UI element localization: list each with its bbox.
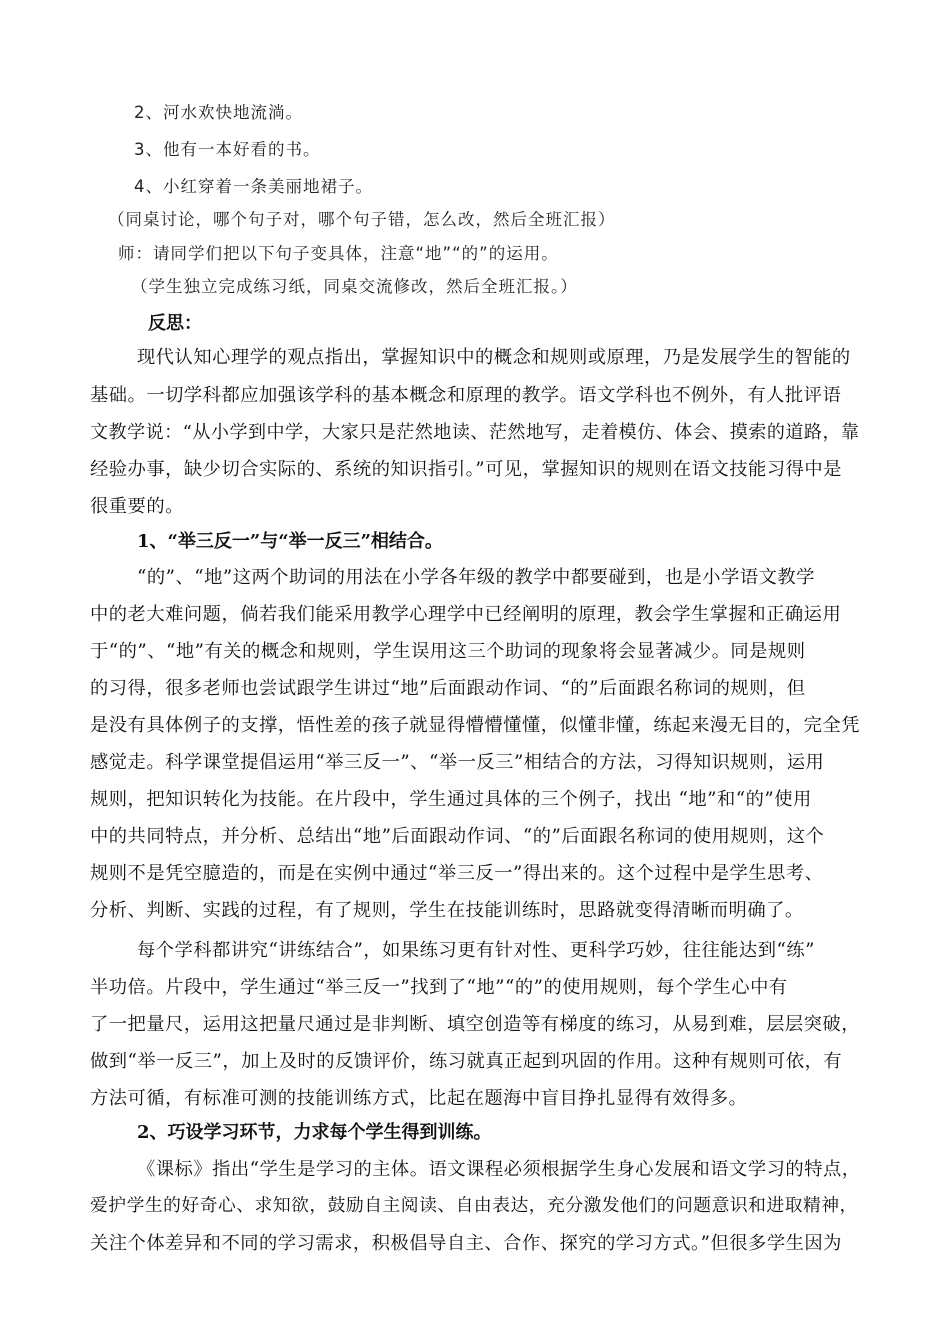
exercise-item-3: 3、他有一本好看的书。: [134, 140, 321, 159]
section-1-p2-line: 做到“举一反三”，加上及时的反馈评价，练习就真正起到巩固的作用。这种有规则可依，有: [90, 1051, 843, 1072]
section-2-p1-line: 关注个体差异和不同的学习需求，积极倡导自主、合作、探究的学习方式。”但很多学生因为: [90, 1233, 842, 1254]
section-1-heading: 1、“举三反一”与“举一反三”相结合。: [137, 531, 443, 552]
section-1-p1-line: 的习得，很多老师也尝试跟学生讲过“地”后面跟动作词、“的”后面跟名称词的规则，但: [90, 678, 806, 699]
section-1-p2-line: 方法可循，有标准可测的技能训练方式，比起在题海中盲目挣扎显得有效得多。: [90, 1088, 748, 1109]
intro-line: 现代认知心理学的观点指出，掌握知识中的概念和规则或原理，乃是发展学生的智能的: [137, 347, 851, 368]
section-1-p2-line: 半功倍。片段中，学生通过“举三反一”找到了“地”“的”的使用规则，每个学生心中有: [90, 977, 788, 998]
section-2-p1-line: 爱护学生的好奇心、求知欲，鼓励自主阅读、自由表达，充分激发他们的问题意识和进取精神，: [90, 1195, 858, 1216]
section-1-p1-line: 中的共同特点，并分析、总结出“地”后面跟动作词、“的”后面跟名称词的使用规则，这个: [90, 826, 825, 847]
intro-line: 基础。一切学科都应加强该学科的基本概念和原理的教学。语文学科也不例外，有人批评语: [90, 385, 842, 406]
section-1-p1-line: 是没有具体例子的支撑，悟性差的孩子就显得懵懵懂懂，似懂非懂，练起来漫无目的，完全凭: [90, 715, 861, 736]
reflection-heading: 反思：: [148, 313, 202, 334]
intro-line: 很重要的。: [90, 496, 184, 517]
section-2-p1-line: 《课标》指出“学生是学习的主体。语文课程必须根据学生身心发展和语文学习的特点，: [137, 1159, 861, 1180]
section-1-p1-line: 于“的”、“地”有关的概念和规则，学生误用这三个助词的现象将会显著减少。同是规则: [90, 641, 806, 662]
section-1-p2-line: 每个学科都讲究“讲练结合”，如果练习更有针对性、更科学巧妙，往往能达到“练”: [137, 940, 815, 961]
section-1-p1-line: “的”、“地”这两个助词的用法在小学各年级的教学中都要碰到，也是小学语文教学: [137, 567, 815, 588]
exercise-item-4: 4、小红穿着一条美丽地裙子。: [134, 177, 373, 196]
exercise-instruction-1: （同桌讨论，哪个句子对，哪个句子错，怎么改，然后全班汇报）: [108, 210, 616, 229]
section-2-heading: 2、巧设学习环节，力求每个学生得到训练。: [137, 1122, 492, 1143]
section-1-p1-line: 分析、判断、实践的过程，有了规则，学生在技能训练时，思路就变得清晰而明确了。: [90, 900, 804, 921]
intro-line: 文教学说：“从小学到中学，大家只是茫然地读、茫然地写，走着模仿、体会、摸索的道路，靠: [90, 422, 860, 443]
section-1-p2-line: 了一把量尺，运用这把量尺通过是非判断、填空创造等有梯度的练习，从易到难，层层突破，: [90, 1014, 861, 1035]
section-1-p1-line: 规则不是凭空臆造的，而是在实例中通过“举三反一”得出来的。这个过程中是学生思考、: [90, 863, 824, 884]
intro-line: 经验办事，缺少切合实际的、系统的知识指引。”可见，掌握知识的规则在语文技能习得中是: [90, 459, 842, 480]
section-1-p1-line: 中的老大难问题，倘若我们能采用教学心理学中已经阐明的原理，教会学生掌握和正确运用: [90, 604, 842, 625]
exercise-item-2: 2、河水欢快地流淌。: [134, 103, 303, 122]
teacher-line: 师：请同学们把以下句子变具体，注意“地”“的”的运用。: [118, 244, 559, 263]
section-1-p1-line: 规则，把知识转化为技能。在片段中，学生通过具体的三个例子，找出 “地”和“的”使用: [90, 789, 812, 810]
section-1-p1-line: 感觉走。科学课堂提倡运用“举三反一”、“举一反三”相结合的方法，习得知识规则，运用: [90, 752, 825, 773]
exercise-instruction-2: （学生独立完成练习纸，同桌交流修改，然后全班汇报。）: [131, 277, 578, 296]
